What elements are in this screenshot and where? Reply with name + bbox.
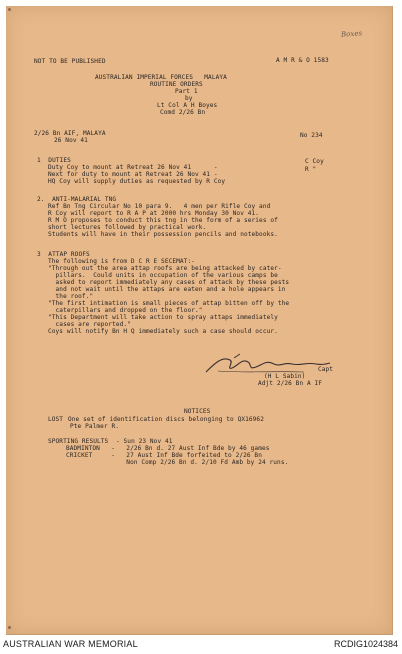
- handwritten-annotation: Boxes: [340, 29, 363, 39]
- reference-number: A M R & O 1583: [276, 57, 329, 64]
- signature-name: (H L Sabin): [264, 373, 306, 380]
- attap-line: The following is from D C R E SECEMAT:-: [48, 258, 195, 265]
- duties-line: Next for duty to mount at Retreat 26 Nov 41 -: [48, 171, 218, 178]
- attap-line: "This Department will take action to spray attaps immediately: [48, 314, 278, 321]
- malarial-line: short lectures followed by practical work.: [48, 224, 207, 231]
- malarial-line: R Coy will report to R A P at 2000 hrs Monday 30 Nov 41.: [48, 210, 260, 217]
- heading-line-6: Comd 2/26 Bn: [160, 109, 206, 116]
- duty-coy: C Coy: [305, 158, 324, 165]
- attap-line: caterpillars and dropped on the floor.": [48, 307, 203, 314]
- archive-footer: [0, 637, 402, 654]
- sporting-line: BADMINTON - 2/26 Bn d. 27 Aust Inf Bde by 46 games: [66, 445, 270, 452]
- unit-line: 2/26 Bn AIF, MALAYA: [34, 130, 106, 137]
- heading-line-2: ROUTINE ORDERS: [150, 81, 203, 88]
- duties-line: HQ Coy will supply duties as requested by R Coy: [48, 178, 226, 185]
- heading-line-4: by: [185, 95, 193, 102]
- sporting-label: SPORTING RESULTS: [48, 438, 109, 445]
- lost-line: One set of identification discs belonging to QX16962: [68, 416, 264, 423]
- malarial-line: Students will have in their possession pencils and notebooks.: [48, 231, 278, 238]
- attap-line: asked to report immediately any cases of attack by these pests: [48, 279, 290, 286]
- duties-title: 1 DUTIES: [37, 157, 71, 164]
- date-line: 26 Nov 41: [54, 137, 88, 144]
- signature-title: Adjt 2/26 Bn A IF: [258, 380, 323, 387]
- lost-line: Pte Palmer R.: [70, 423, 119, 430]
- attap-line: Coys will notify Bn H Q immediately such a case should occur.: [48, 328, 278, 335]
- not-to-be-published: NOT TO BE PUBLISHED: [34, 58, 106, 65]
- signature-rank: Capt: [318, 366, 334, 373]
- attap-title: 3 ATTAP ROOFS: [37, 251, 90, 258]
- duties-line: Duty Coy to mount at Retreat 26 Nov 41 -: [48, 164, 218, 171]
- pin-hole: [8, 626, 11, 629]
- archive-id: RCDIG1024384: [333, 639, 398, 649]
- attap-line: pillars. Could units in occupation of the various camps be: [48, 272, 278, 279]
- heading-line-3: Part 1: [175, 88, 198, 95]
- attap-line: "Through out the area attap roofs are being attacked by cater-: [48, 265, 282, 272]
- malarial-line: Ref Bn Tng Circular No 10 para 9. 4 men per Rifle Coy and: [48, 203, 271, 210]
- lost-label: LOST: [48, 416, 64, 423]
- attap-line: and not wait until the attaps are eaten and a hole appears in: [48, 286, 286, 293]
- pin-hole: [8, 8, 11, 11]
- notices-heading: NOTICES: [184, 408, 211, 415]
- attap-line: cases are reported.": [48, 321, 131, 328]
- sporting-line: CRICKET - 27 Aust Inf Bde forfeited to 2/26 Bn: [66, 452, 262, 459]
- sporting-line: - Sun 23 Nov 41: [116, 438, 173, 445]
- malarial-title: 2. ANTI-MALARIAL TNG: [37, 196, 117, 203]
- heading-line-5: Lt Col A H Boyes: [157, 102, 218, 109]
- next-duty-coy: R ": [305, 166, 317, 173]
- archive-name: AUSTRALIAN WAR MEMORIAL: [3, 639, 138, 649]
- attap-line: the roof.": [48, 293, 94, 300]
- attap-line: "The first intimation is small pieces of attap bitten off by the: [48, 300, 290, 307]
- malarial-line: R M O proposes to conduct this tng in the form of a series of: [48, 217, 278, 224]
- sporting-line: Non Comp 2/26 Bn d. 2/10 Fd Amb by 24 runs.: [66, 459, 289, 466]
- order-number: No 234: [300, 132, 323, 139]
- heading-line-1: AUSTRALIAN IMPERIAL FORCES MALAYA: [95, 74, 227, 81]
